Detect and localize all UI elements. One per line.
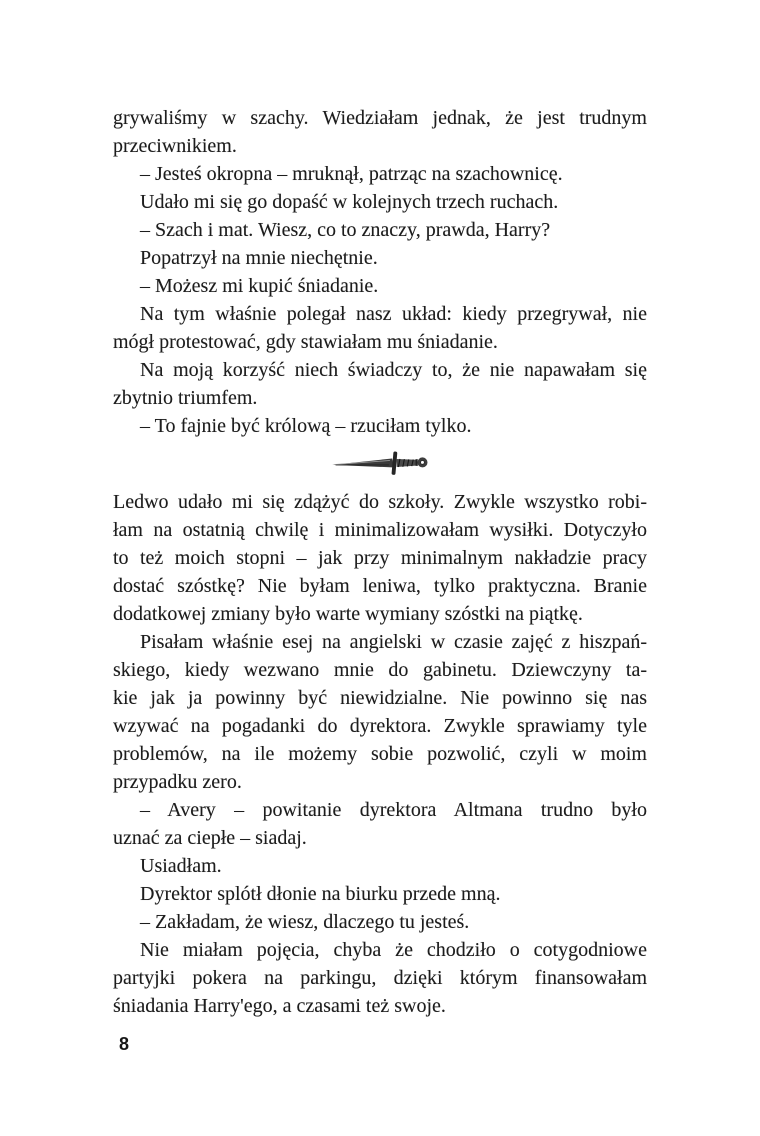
text-line: Na tym właśnie polegał nasz układ: kiedy przegrywał, nie <box>140 303 647 325</box>
text-line: Dyrektor splótł dłonie na biurku przede mną. <box>140 883 501 905</box>
text-line: partyjki pokera na parkingu, dzięki którym finansowałam <box>113 967 647 989</box>
text-line: dodatkowej zmiany było warte wymiany szóstki na piątkę. <box>113 603 583 625</box>
text-line: grywaliśmy w szachy. Wiedziałam jednak, że jest trudnym <box>113 107 647 129</box>
text-line: Usiadłam. <box>140 855 222 877</box>
text-line: przypadku zero. <box>113 771 242 793</box>
text-line: łam na ostatnią chwilę i minimalizowałam wysiłki. Dotyczyło <box>113 519 647 541</box>
text-line: Nie miałam pojęcia, chyba że chodziło o cotygodniowe <box>140 939 647 961</box>
text-line: – To fajnie być królową – rzuciłam tylko. <box>140 415 472 437</box>
text-line: Pisałam właśnie esej na angielski w czasie zajęć z hiszpań- <box>140 631 647 653</box>
page-number: 8 <box>119 1034 130 1054</box>
text-line: kie jak ja powinny być niewidzialne. Nie powinno się nas <box>113 687 647 709</box>
text-line: problemów, na ile możemy sobie pozwolić, czyli w moim <box>113 743 647 765</box>
text-line: – Jesteś okropna – mruknął, patrząc na szachownicę. <box>140 163 563 185</box>
text-line: śniadania Harry'ego, a czasami też swoje. <box>113 995 446 1017</box>
text-line: wzywać na pogadanki do dyrektora. Zwykle sprawiamy tyle <box>113 715 647 737</box>
body-text <box>113 104 647 1020</box>
text-line: – Avery – powitanie dyrektora Altmana trudno było <box>140 799 647 821</box>
text-line: – Możesz mi kupić śniadanie. <box>140 275 379 297</box>
section-divider <box>113 440 647 488</box>
text-line: to też moich stopni – jak przy minimalnym nakładzie pracy <box>113 547 647 569</box>
text-line: zbytnio triumfem. <box>113 387 258 409</box>
text-line: Na moją korzyść niech świadczy to, że nie napawałam się <box>140 359 647 381</box>
text-line: – Szach i mat. Wiesz, co to znaczy, prawda, Harry? <box>140 219 551 241</box>
text-line: Udało mi się go dopaść w kolejnych trzech ruchach. <box>140 191 559 213</box>
text-line: Popatrzył na mnie niechętnie. <box>140 247 378 269</box>
text-line: Ledwo udało mi się zdążyć do szkoły. Zwykle wszystko robi- <box>113 491 647 513</box>
text-line: dostać szóstkę? Nie byłam leniwa, tylko praktyczna. Branie <box>113 575 647 597</box>
text-line: skiego, kiedy wezwano mnie do gabinetu. Dziewczyny ta- <box>113 659 647 681</box>
text-line: – Zakładam, że wiesz, dlaczego tu jesteś. <box>140 911 470 933</box>
text-line: mógł protestować, gdy stawiałam mu śniadanie. <box>113 331 498 353</box>
dagger-icon <box>330 447 430 481</box>
text-line: przeciwnikiem. <box>113 135 237 157</box>
text-line: uznać za ciepłe – siadaj. <box>113 827 307 849</box>
